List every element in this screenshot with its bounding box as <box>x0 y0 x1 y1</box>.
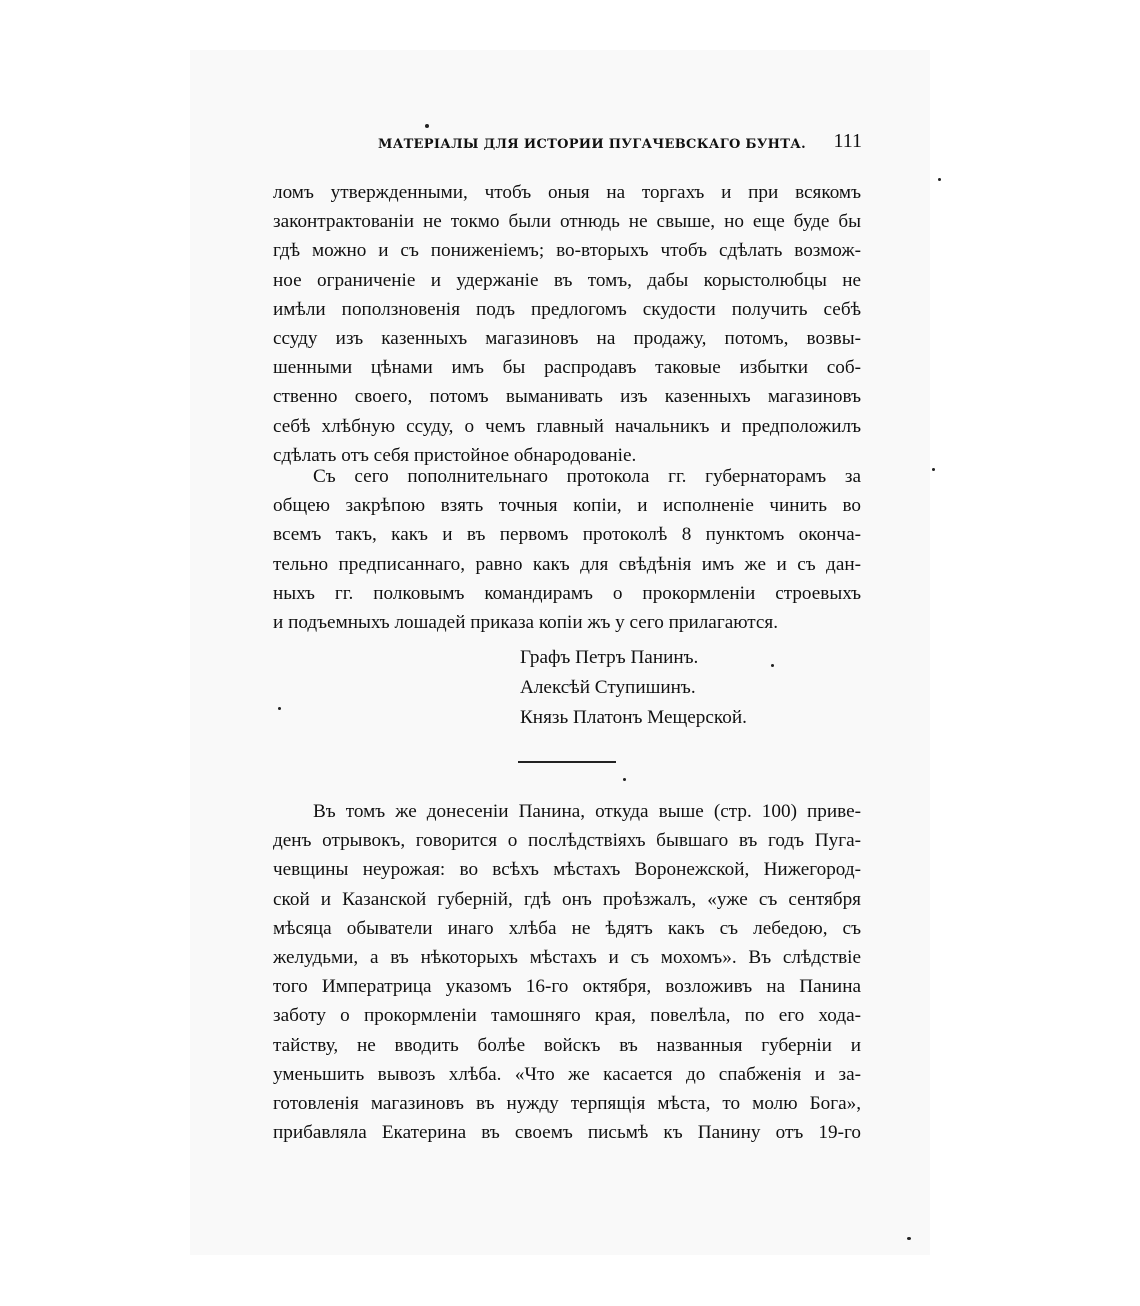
text-line: того Императрица указомъ 16-го октября, возложивъ на Панина <box>273 976 861 998</box>
ink-speck <box>938 178 941 181</box>
signature-block <box>520 643 747 733</box>
text-line: гдѣ можно и съ пониженіемъ; во-вторыхъ чтобъ сдѣлать возмож- <box>273 240 861 262</box>
ink-speck <box>425 124 429 128</box>
signature-line: Князь Платонъ Мещерской. <box>520 707 747 728</box>
text-line: мѣсяца обыватели инаго хлѣба не ѣдятъ какъ съ лебедою, съ <box>273 917 861 939</box>
signature-line: Алексѣй Ступишинъ. <box>520 677 696 698</box>
ink-speck <box>907 1237 911 1240</box>
text-line: уменьшить вывозъ хлѣба. «Что же касается до спабженія и за- <box>273 1063 861 1085</box>
page-number: 111 <box>833 130 862 152</box>
text-line: ственно своего, потомъ выманивать изъ казенныхъ магазиновъ <box>273 386 861 408</box>
text-line: готовленія магазиновъ въ нужду терпящія мѣста, то молю Бога», <box>273 1092 861 1114</box>
text-line: законтрактованіи не токмо были отнюдь не свыше, но еще буде бы <box>273 211 861 233</box>
text-line: шенными цѣнами имъ бы распродавъ таковые избытки соб- <box>273 357 861 379</box>
signature-line: Графъ Петръ Панинъ. <box>520 647 699 668</box>
text-line: заботу о прокормленіи тамошняго края, повелѣла, по его хода- <box>273 1005 861 1027</box>
paragraph-2 <box>273 462 861 637</box>
running-title: МАТЕРІАЛЫ ДЛЯ ИСТОРИИ ПУГАЧЕВСКАГО БУНТА. <box>378 137 806 152</box>
text-line: Съ сего пополнительнаго протокола гг. губернаторамъ за <box>313 466 861 487</box>
ink-speck <box>278 707 281 710</box>
text-line: ное ограниченіе и удержаніе въ томъ, дабы корыстолюбцы не <box>273 269 861 291</box>
text-line: чевщины неурожая: во всѣхъ мѣстахъ Воронежской, Нижегород- <box>273 859 861 881</box>
ink-speck <box>932 468 935 471</box>
ink-speck <box>623 778 626 781</box>
text-line: Въ томъ же донесеніи Панина, откуда выше (стр. 100) приве- <box>313 801 861 822</box>
ink-speck <box>771 664 774 667</box>
text-line: себѣ хлѣбную ссуду, о чемъ главный начальникъ и предположилъ <box>273 415 861 437</box>
paragraph-3 <box>273 797 861 1147</box>
section-divider <box>518 761 616 763</box>
text-line: ссуду изъ казенныхъ магазиновъ на продажу, потомъ, возвы- <box>273 327 861 349</box>
text-line: общею закрѣпою взять точныя копіи, и исполненіе чинить во <box>273 495 861 517</box>
paragraph-1 <box>273 178 861 470</box>
text-line: тельно предписаннаго, равно какъ для свѣдѣнія имъ же и съ дан- <box>273 553 861 575</box>
text-line: желудьми, а въ нѣкоторыхъ мѣстахъ и съ мохомъ». Въ слѣдствіе <box>273 946 861 968</box>
text-line: ской и Казанской губерній, гдѣ онъ проѣзжалъ, «уже съ сентября <box>273 888 861 910</box>
text-line: имѣли поползновенія подъ предлогомъ скудости получить себѣ <box>273 298 861 320</box>
text-line: прибавляла Екатерина въ своемъ письмѣ къ Панину отъ 19-го <box>273 1122 861 1144</box>
text-line: всемъ такъ, какъ и въ первомъ протоколѣ 8 пунктомъ оконча- <box>273 524 861 546</box>
text-line: денъ отрывокъ, говорится о послѣдствіяхъ бывшаго въ годъ Пуга- <box>273 830 861 852</box>
page-header <box>378 130 862 160</box>
text-line: и подъемныхъ лошадей приказа копіи жъ у сего прилагаются. <box>273 611 779 633</box>
text-line: сдѣлать отъ себя пристойное обнародованіе. <box>273 444 637 466</box>
text-line: тайству, не вводить болѣе войскъ въ названныя губерніи и <box>273 1034 861 1056</box>
text-line: ломъ утвержденными, чтобъ оныя на торгахъ и при всякомъ <box>273 182 861 203</box>
text-line: ныхъ гг. полковымъ командирамъ о прокормленіи строевыхъ <box>273 582 861 604</box>
